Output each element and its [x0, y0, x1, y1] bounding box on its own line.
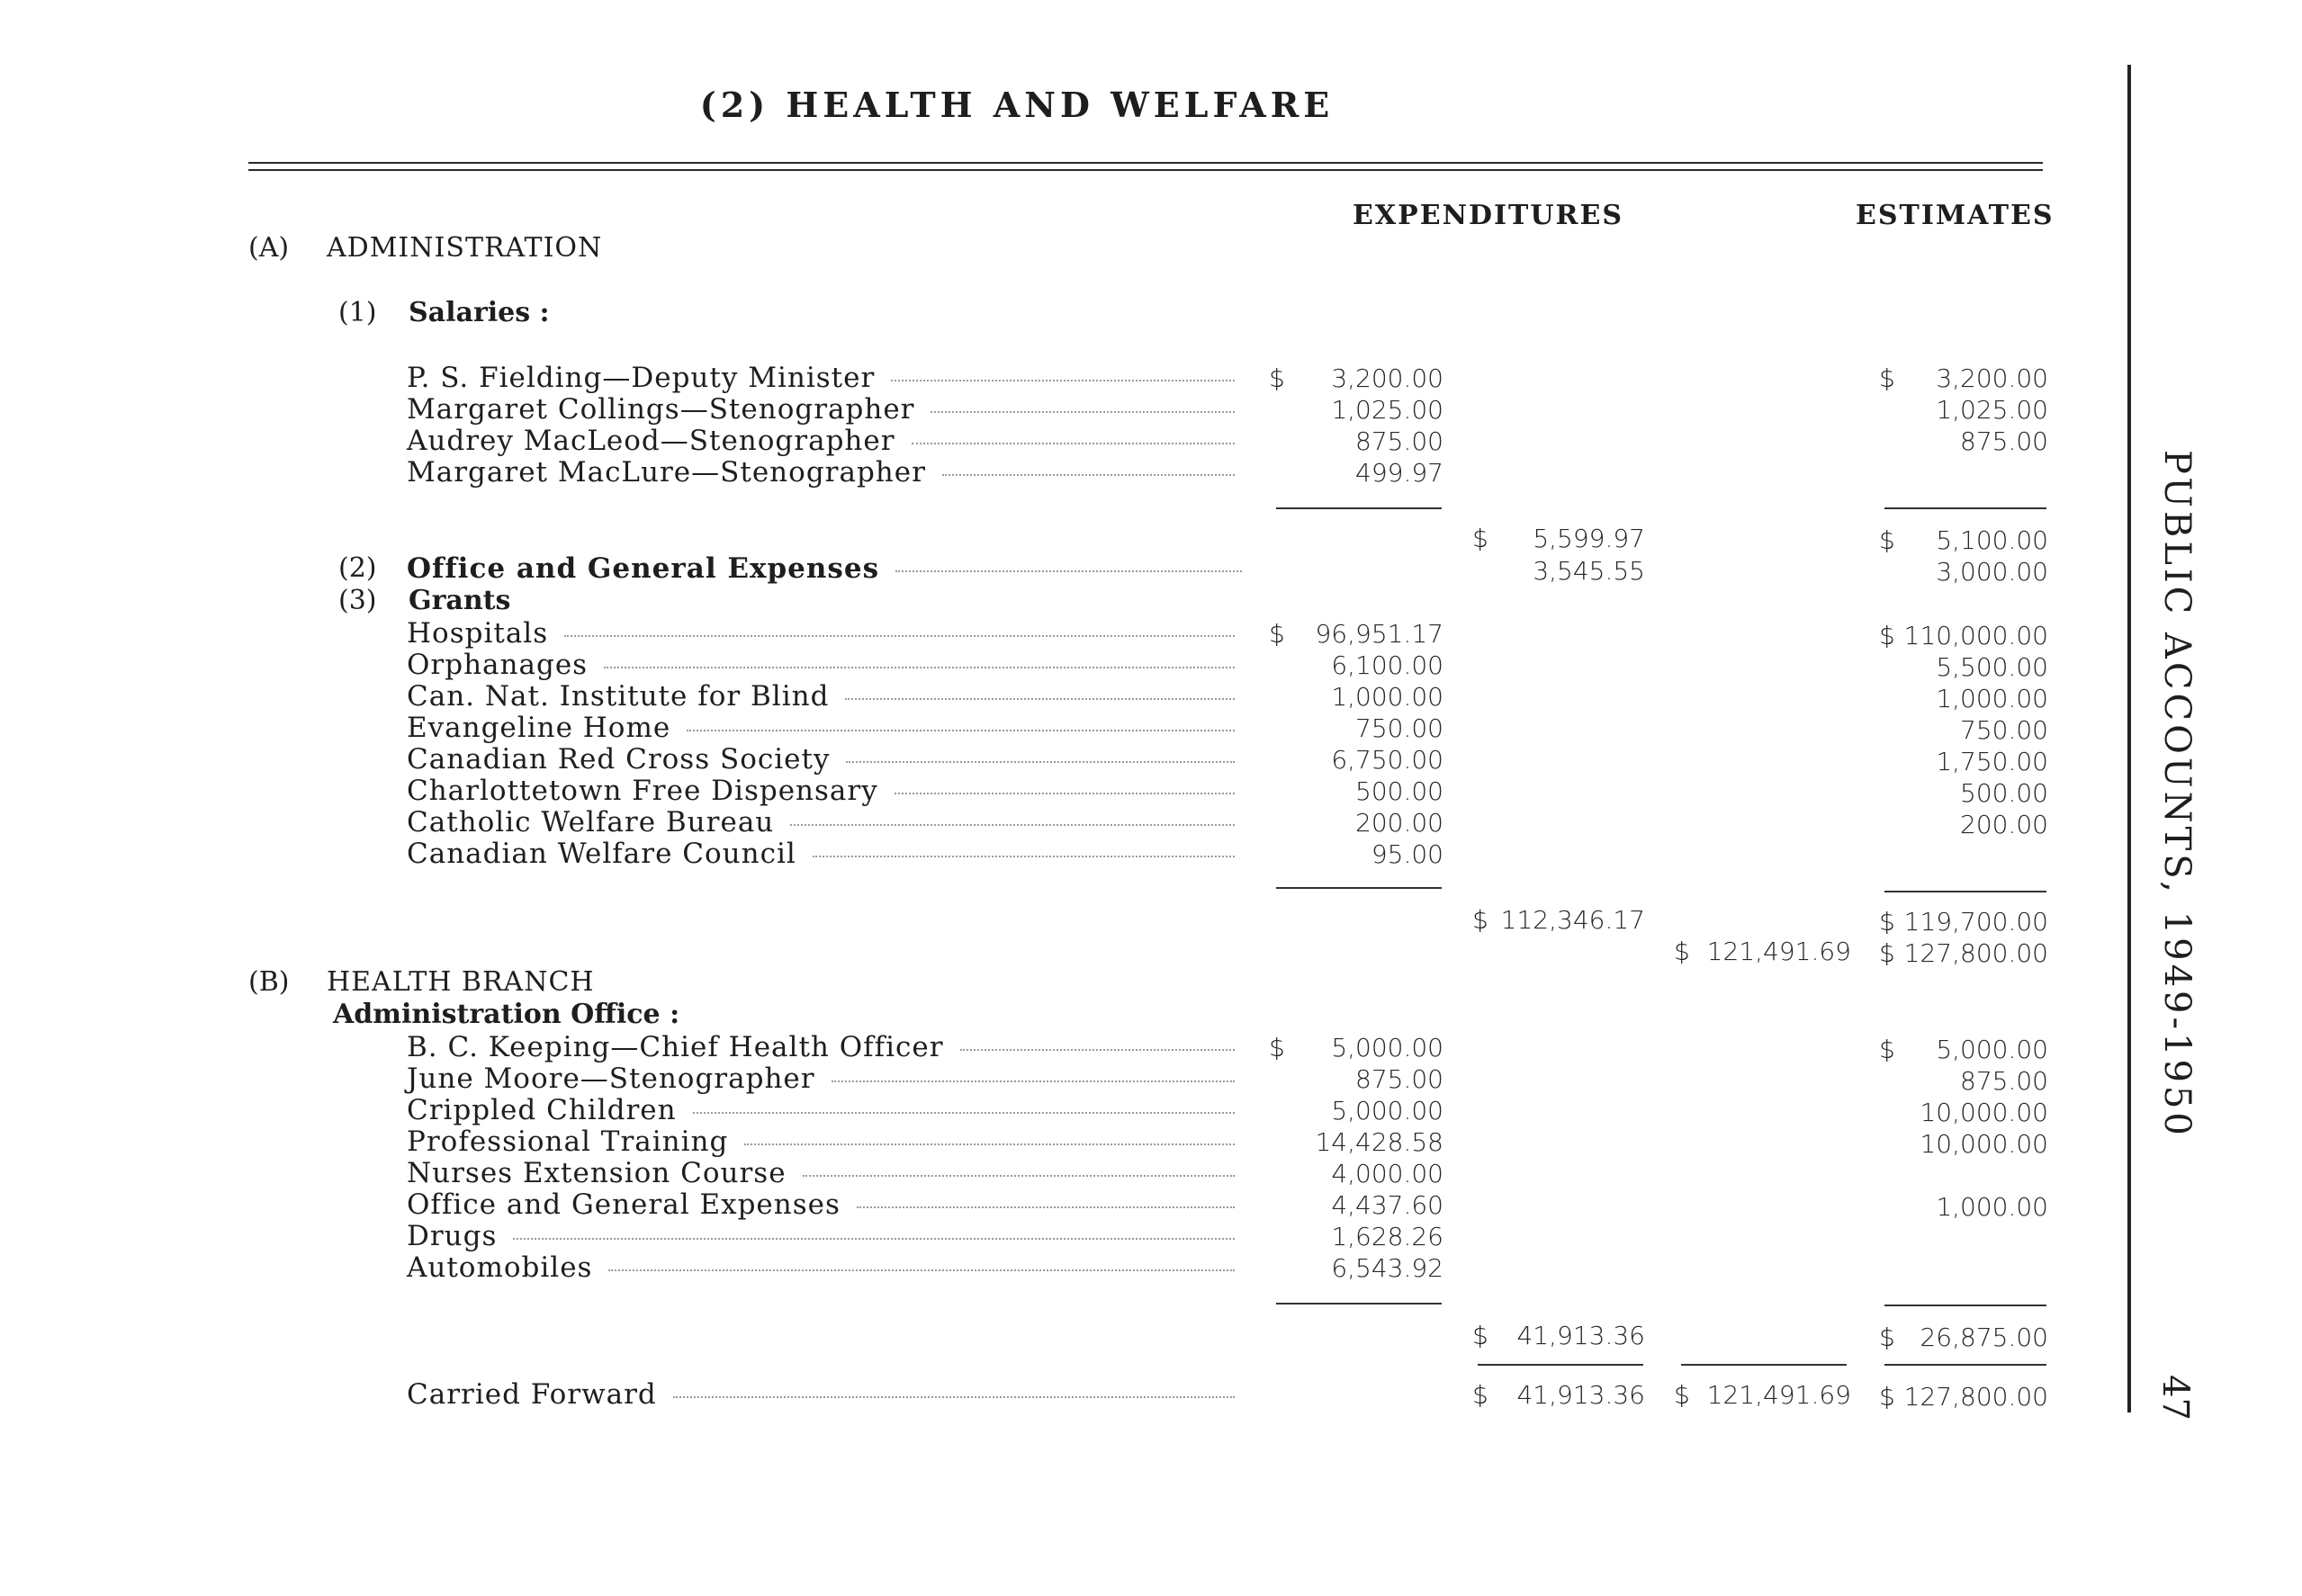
carry-rule: [1681, 1364, 1847, 1366]
health-label: June Moore—Stenographer: [407, 1063, 815, 1095]
health-label: Nurses Extension Course: [407, 1157, 787, 1189]
section-b-title: HEALTH BRANCH: [327, 966, 595, 998]
grant-label: Canadian Red Cross Society: [407, 743, 831, 776]
health-row: [407, 1031, 1240, 1063]
salary-row: [407, 393, 1240, 426]
dollar-sign: $: [1879, 938, 1895, 968]
dollar-sign: $: [1879, 1382, 1895, 1412]
dot-leader: [931, 410, 1235, 413]
grant-label: Can. Nat. Institute for Blind: [407, 680, 830, 713]
carry-rule: [1884, 1364, 2046, 1366]
dollar-sign: $: [1674, 937, 1690, 966]
salary-row: [407, 425, 1240, 457]
dot-leader: [604, 666, 1235, 668]
dot-leader: [790, 823, 1235, 826]
grant-row: [407, 680, 1240, 713]
grant-estimate: 1,000.00: [1936, 684, 2048, 713]
health-total-estimate: 26,875.00: [1920, 1323, 2048, 1352]
dot-leader: [891, 379, 1235, 381]
health-total-expenditure: 41,913.36: [1516, 1321, 1645, 1350]
grant-expenditure: 95.00: [1371, 839, 1443, 869]
health-expenditure: 4,437.60: [1331, 1190, 1443, 1220]
grant-label: Evangeline Home: [407, 712, 671, 744]
subtotal-rule: [1884, 1305, 2046, 1306]
subtotal-rule: [1276, 507, 1442, 509]
office-row: [407, 552, 1247, 585]
health-estimate: 10,000.00: [1920, 1098, 2048, 1127]
dollar-sign: $: [1879, 907, 1895, 937]
health-label: Professional Training: [407, 1125, 729, 1158]
grant-row: [407, 712, 1240, 744]
health-row: [407, 1220, 1240, 1252]
dollar-sign: $: [1472, 1380, 1488, 1410]
salary-estimate: 1,025.00: [1936, 395, 2048, 425]
health-expenditure: 875.00: [1355, 1064, 1443, 1094]
health-expenditure: 4,000.00: [1331, 1159, 1443, 1188]
grant-expenditure: 6,100.00: [1331, 650, 1443, 680]
carried-forward-section-total: 121,491.69: [1706, 1380, 1851, 1410]
section-b-subtitle: Administration Office :: [333, 999, 680, 1030]
page-number: 47: [2154, 1375, 2196, 1421]
grant-row: [407, 617, 1240, 650]
grant-row: [407, 743, 1240, 776]
grant-expenditure: 96,951.17: [1315, 619, 1443, 649]
grant-row: [407, 775, 1240, 807]
grant-estimate: 110,000.00: [1903, 621, 2048, 650]
health-label: B. C. Keeping—Chief Health Officer: [407, 1031, 944, 1063]
health-row: [407, 1094, 1240, 1126]
column-header-estimates: ESTIMATES: [1856, 200, 2055, 231]
title-rule-bottom: [248, 169, 2043, 171]
grants-heading: Grants: [409, 585, 511, 616]
salary-label: Audrey MacLeod—Stenographer: [407, 425, 895, 457]
health-estimate: 10,000.00: [1920, 1129, 2048, 1159]
health-estimate: 5,000.00: [1936, 1035, 2048, 1064]
dollar-sign: $: [1472, 1321, 1488, 1350]
carried-forward-estimate: 127,800.00: [1903, 1382, 2048, 1412]
subtotal-rule: [1276, 887, 1442, 889]
grant-expenditure: 500.00: [1355, 776, 1443, 806]
salary-label: Margaret Collings—Stenographer: [407, 393, 915, 426]
grant-row: [407, 649, 1240, 681]
dollar-sign: $: [1269, 619, 1285, 649]
health-estimate: 875.00: [1960, 1066, 2048, 1096]
section-b-letter: (B): [248, 966, 290, 998]
office-expenditure: 3,545.55: [1533, 556, 1645, 586]
carried-forward-row: [407, 1378, 1240, 1411]
health-row: [407, 1188, 1240, 1221]
salary-expenditure: 3,200.00: [1331, 363, 1443, 393]
grant-label: Canadian Welfare Council: [407, 838, 796, 870]
salaries-total-expenditure: 5,599.97: [1533, 524, 1645, 553]
grant-estimate: 500.00: [1960, 778, 2048, 808]
carry-rule: [1478, 1364, 1643, 1366]
grant-label: Hospitals: [407, 617, 549, 650]
health-label: Automobiles: [407, 1251, 593, 1284]
dollar-sign: $: [1269, 363, 1285, 393]
dot-leader: [845, 697, 1235, 700]
dot-leader: [895, 569, 1242, 572]
health-estimate: 1,000.00: [1936, 1192, 2048, 1222]
dot-leader: [693, 1111, 1235, 1114]
dot-leader: [846, 760, 1235, 763]
dot-leader: [960, 1048, 1235, 1051]
salary-estimate: 3,200.00: [1936, 363, 2048, 393]
dot-leader: [895, 792, 1235, 794]
dot-leader: [687, 729, 1235, 731]
title-rule-top: [248, 162, 2043, 164]
grant-row: [407, 838, 1240, 870]
salary-expenditure: 499.97: [1355, 458, 1443, 488]
grant-estimate: 200.00: [1960, 810, 2048, 839]
grant-label: Orphanages: [407, 649, 589, 681]
health-label: Crippled Children: [407, 1094, 677, 1126]
dollar-sign: $: [1879, 363, 1895, 393]
salary-label: Margaret MacLure—Stenographer: [407, 456, 926, 489]
grant-expenditure: 200.00: [1355, 808, 1443, 838]
dot-leader: [744, 1143, 1235, 1145]
dollar-sign: $: [1269, 1033, 1285, 1063]
dollar-sign: $: [1879, 525, 1895, 555]
carried-forward-label: Carried Forward: [407, 1378, 657, 1411]
dot-leader: [803, 1174, 1235, 1177]
dot-leader: [832, 1080, 1235, 1082]
health-row: [407, 1125, 1240, 1158]
dot-leader: [813, 855, 1235, 857]
section-a-letter: (A): [248, 232, 290, 264]
grant-estimate: 5,500.00: [1936, 652, 2048, 682]
carried-forward-expenditure: 41,913.36: [1516, 1380, 1645, 1410]
health-label: Drugs: [407, 1220, 498, 1252]
dollar-sign: $: [1472, 905, 1488, 935]
margin-rule: [2127, 65, 2131, 1412]
health-expenditure: 14,428.58: [1315, 1127, 1443, 1157]
dollar-sign: $: [1879, 1323, 1895, 1352]
dollar-sign: $: [1879, 1035, 1895, 1064]
office-estimate: 3,000.00: [1936, 557, 2048, 587]
salary-label: P. S. Fielding—Deputy Minister: [407, 362, 876, 394]
dot-leader: [912, 442, 1235, 444]
dot-leader: [513, 1237, 1235, 1240]
grant-expenditure: 1,000.00: [1331, 682, 1443, 712]
health-expenditure: 1,628.26: [1331, 1222, 1443, 1251]
dot-leader: [608, 1269, 1235, 1271]
office-number: (2): [338, 552, 377, 584]
dot-leader: [673, 1395, 1235, 1398]
section-a-total-expenditure: 121,491.69: [1706, 937, 1851, 966]
salaries-number: (1): [338, 297, 377, 328]
dollar-sign: $: [1879, 621, 1895, 650]
dot-leader: [857, 1206, 1235, 1208]
health-row: [407, 1251, 1240, 1284]
section-a-title: ADMINISTRATION: [327, 232, 603, 264]
salary-expenditure: 1,025.00: [1331, 395, 1443, 425]
dot-leader: [942, 473, 1235, 476]
side-running-title: PUBLIC ACCOUNTS, 1949-1950: [2156, 450, 2198, 1139]
subtotal-rule: [1884, 891, 2046, 892]
grants-number: (3): [338, 585, 377, 616]
salary-row: [407, 456, 1240, 489]
salaries-total-estimate: 5,100.00: [1936, 525, 2048, 555]
grant-estimate: 1,750.00: [1936, 747, 2048, 776]
column-header-expenditures: EXPENDITURES: [1353, 200, 1623, 231]
health-expenditure: 5,000.00: [1331, 1096, 1443, 1125]
grant-label: Catholic Welfare Bureau: [407, 806, 775, 838]
health-expenditure: 5,000.00: [1331, 1033, 1443, 1063]
grants-total-expenditure: 112,346.17: [1500, 905, 1645, 935]
salary-estimate: 875.00: [1960, 426, 2048, 456]
grants-total-estimate: 119,700.00: [1903, 907, 2048, 937]
section-a-total-estimate: 127,800.00: [1903, 938, 2048, 968]
subtotal-rule: [1884, 507, 2046, 509]
health-row: [407, 1157, 1240, 1189]
dollar-sign: $: [1472, 524, 1488, 553]
dot-leader: [564, 634, 1235, 637]
grant-label: Charlottetown Free Dispensary: [407, 775, 878, 807]
salary-row: [407, 362, 1240, 394]
grant-expenditure: 6,750.00: [1331, 745, 1443, 775]
salary-expenditure: 875.00: [1355, 426, 1443, 456]
grant-estimate: 750.00: [1960, 715, 2048, 745]
subtotal-rule: [1276, 1303, 1442, 1305]
salaries-heading: Salaries :: [409, 297, 550, 328]
health-row: [407, 1063, 1240, 1095]
health-label: Office and General Expenses: [407, 1188, 841, 1221]
grant-row: [407, 806, 1240, 838]
grant-expenditure: 750.00: [1355, 713, 1443, 743]
page-title: (2) HEALTH AND WELFARE: [699, 85, 1335, 125]
office-label: Office and General Expenses: [407, 552, 880, 585]
dollar-sign: $: [1674, 1380, 1690, 1410]
health-expenditure: 6,543.92: [1331, 1253, 1443, 1283]
